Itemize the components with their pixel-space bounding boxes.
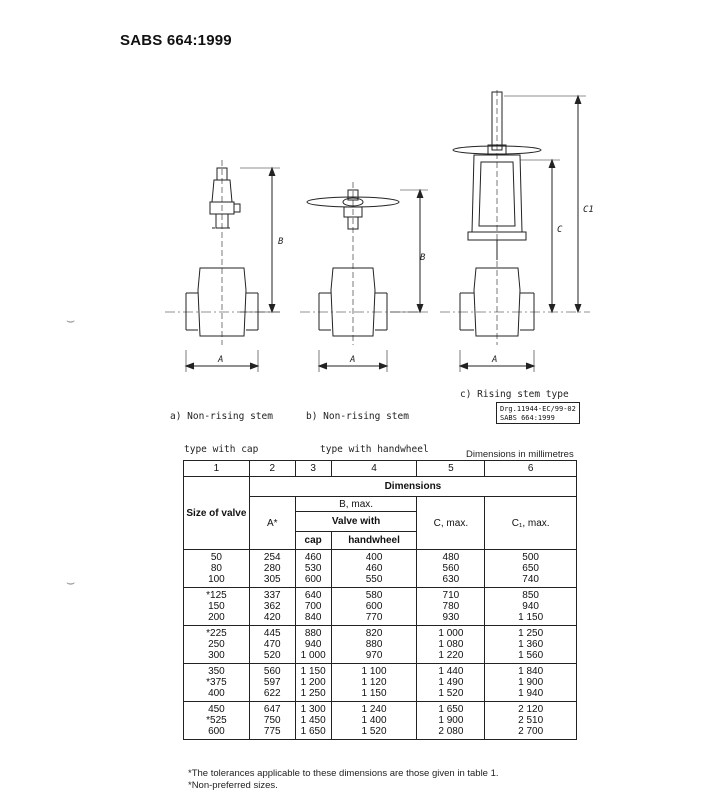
- table-cell-value: 1 220: [438, 650, 464, 661]
- table-cell-value: 770: [365, 612, 383, 623]
- table-cell-value: 1 100: [361, 666, 387, 677]
- valve-a-drawing: [165, 160, 280, 372]
- table-cell-value: *225: [206, 628, 227, 639]
- table-cell-value: 300: [208, 650, 225, 661]
- caption-a: [170, 389, 273, 466]
- table-cell-value: 560: [263, 666, 281, 677]
- table-cell-value: 1 150: [518, 612, 544, 623]
- table-cell-value: 600: [365, 601, 383, 612]
- table-cell-value: 622: [263, 688, 281, 699]
- table-cell-value: 597: [263, 677, 281, 688]
- table-cell-value: 880: [365, 639, 383, 650]
- table-cell-value: 305: [263, 574, 281, 585]
- table-cell-value: 1 300: [300, 704, 326, 715]
- caption-a-line1: a) Non-rising stem: [170, 411, 273, 422]
- table-cell-value: 362: [263, 601, 281, 612]
- table-cell-value: 1 840: [518, 666, 544, 677]
- table-cell-value: 1 440: [438, 666, 464, 677]
- caption-b-line2: type with handwheel: [320, 444, 429, 455]
- table-cell-value: 100: [208, 574, 225, 585]
- footnote-tolerances: *The tolerances applicable to these dimensions are those given in table 1.: [188, 768, 499, 779]
- caption-b: [306, 389, 429, 466]
- col-num: 1: [184, 461, 250, 477]
- caption-c: c) Rising stem type: [460, 389, 569, 400]
- caption-a-line2: type with cap: [184, 444, 259, 455]
- table-cell-value: 780: [442, 601, 460, 612]
- table-cell-value: 970: [365, 650, 383, 661]
- table-cell-value: 2 120: [518, 704, 544, 715]
- valve-b-drawing: [300, 182, 428, 372]
- table-cell-value: 200: [208, 612, 225, 623]
- valve-a-dim-b: B: [278, 237, 284, 247]
- col-num: 5: [417, 461, 485, 477]
- table-cell-value: 1 650: [300, 726, 326, 737]
- table-cell-value: 350: [208, 666, 225, 677]
- col-num: 2: [249, 461, 295, 477]
- table-cell-value: 50: [210, 552, 222, 563]
- table-cell-value: 550: [365, 574, 383, 585]
- table-cell-value: 1 250: [300, 688, 326, 699]
- table-cell-value: 1 120: [361, 677, 387, 688]
- table-cell-value: 500: [522, 552, 539, 563]
- valve-c-dim-a: A: [492, 355, 498, 365]
- caption-b-line1: b) Non-rising stem: [306, 411, 409, 422]
- dimensions-header: Dimensions: [249, 477, 576, 497]
- table-cell-value: 700: [304, 601, 322, 612]
- valve-c-drawing: [440, 90, 590, 372]
- table-cell-value: 850: [522, 590, 539, 601]
- table-cell-value: 1 000: [300, 650, 326, 661]
- valve-b-dim-a: A: [350, 355, 356, 365]
- table-cell-value: 480: [442, 552, 460, 563]
- table-cell-value: 710: [442, 590, 460, 601]
- a-header: A*: [249, 497, 295, 550]
- table-cell-value: 600: [208, 726, 225, 737]
- table-row: [184, 626, 577, 664]
- table-cell-value: 1 150: [300, 666, 326, 677]
- table-cell-value: 1 520: [438, 688, 464, 699]
- table-cell-value: *375: [206, 677, 227, 688]
- table-cell-value: 530: [304, 563, 322, 574]
- table-cell-value: 1 200: [300, 677, 326, 688]
- column-number-row: [184, 461, 577, 477]
- valve-c-dim-c1: C1: [583, 205, 594, 215]
- table-cell-value: 280: [263, 563, 281, 574]
- table-cell-value: *525: [206, 715, 227, 726]
- table-cell-value: 1 150: [361, 688, 387, 699]
- c-max-header: C, max.: [417, 497, 485, 550]
- table-cell-value: 460: [365, 563, 383, 574]
- table-row: [184, 588, 577, 626]
- table-cell-value: 740: [522, 574, 539, 585]
- table-cell-value: 2 080: [438, 726, 464, 737]
- table-cell-value: 880: [304, 628, 322, 639]
- table-cell-value: 560: [442, 563, 460, 574]
- table-cell-value: 930: [442, 612, 460, 623]
- table-cell-value: 250: [208, 639, 225, 650]
- table-cell-value: 1 520: [361, 726, 387, 737]
- table-cell-value: 1 080: [438, 639, 464, 650]
- table-cell-value: 1 900: [518, 677, 544, 688]
- scan-mark: ⌣: [66, 312, 76, 328]
- table-cell-value: 1 940: [518, 688, 544, 699]
- b-max-header: B, max.: [295, 497, 417, 512]
- table-cell-value: 630: [442, 574, 460, 585]
- valve-c-dim-c: C: [557, 225, 563, 235]
- table-cell-value: 445: [263, 628, 281, 639]
- table-cell-value: 1 360: [518, 639, 544, 650]
- table-cell-value: 750: [263, 715, 281, 726]
- valve-a-dim-a: A: [218, 355, 224, 365]
- size-of-valve-header: Size of valve: [184, 477, 250, 550]
- table-row: [184, 702, 577, 740]
- valve-dimensions-table: [183, 460, 577, 740]
- table-cell-value: 400: [365, 552, 383, 563]
- table-cell-value: 1 240: [361, 704, 387, 715]
- table-cell-value: 1 900: [438, 715, 464, 726]
- valve-b-dim-b: B: [420, 253, 426, 263]
- table-cell-value: 400: [208, 688, 225, 699]
- table-cell-value: 650: [522, 563, 539, 574]
- table-cell-value: 1 000: [438, 628, 464, 639]
- table-cell-value: 254: [263, 552, 281, 563]
- table-row: [184, 664, 577, 702]
- col-num: 6: [485, 461, 577, 477]
- table-cell-value: 460: [304, 552, 322, 563]
- table-cell-value: 1 650: [438, 704, 464, 715]
- cap-header: cap: [295, 532, 331, 550]
- handwheel-header: handwheel: [331, 532, 417, 550]
- table-cell-value: 450: [208, 704, 225, 715]
- table-cell-value: 2 510: [518, 715, 544, 726]
- table-cell-value: 2 700: [518, 726, 544, 737]
- table-cell-value: 580: [365, 590, 383, 601]
- table-cell-value: 640: [304, 590, 322, 601]
- table-cell-value: 840: [304, 612, 322, 623]
- col-num: 3: [295, 461, 331, 477]
- table-cell-value: 820: [365, 628, 383, 639]
- table-cell-value: 1 490: [438, 677, 464, 688]
- table-cell-value: 600: [304, 574, 322, 585]
- drawing-reference-box: [496, 402, 580, 424]
- table-cell-value: 420: [263, 612, 281, 623]
- table-cell-value: *125: [206, 590, 227, 601]
- col-num: 4: [331, 461, 417, 477]
- footnote-non-preferred: *Non-preferred sizes.: [188, 780, 278, 791]
- table-cell-value: 520: [263, 650, 281, 661]
- drawing-ref-line1: Drg.11944-EC/99-02: [500, 405, 576, 413]
- table-cell-value: 337: [263, 590, 281, 601]
- table-row: [184, 550, 577, 588]
- table-cell-value: 470: [263, 639, 281, 650]
- table-cell-value: 1 400: [361, 715, 387, 726]
- table-cell-value: 1 450: [300, 715, 326, 726]
- table-cell-value: 1 560: [518, 650, 544, 661]
- table-cell-value: 1 250: [518, 628, 544, 639]
- standard-header: SABS 664:1999: [120, 32, 232, 49]
- scan-mark: ⌣: [66, 574, 76, 590]
- dimensions-note: Dimensions in millimetres: [466, 449, 574, 460]
- drawing-ref-line2: SABS 664:1999: [500, 414, 555, 422]
- table-cell-value: 150: [208, 601, 225, 612]
- table-cell-value: 775: [263, 726, 281, 737]
- table-cell-value: 80: [210, 563, 222, 574]
- table-cell-value: 940: [522, 601, 539, 612]
- table-cell-value: 647: [263, 704, 281, 715]
- table-cell-value: 940: [304, 639, 322, 650]
- valve-with-header: Valve with: [295, 512, 417, 532]
- c1-max-header: C₁, max.: [485, 497, 577, 550]
